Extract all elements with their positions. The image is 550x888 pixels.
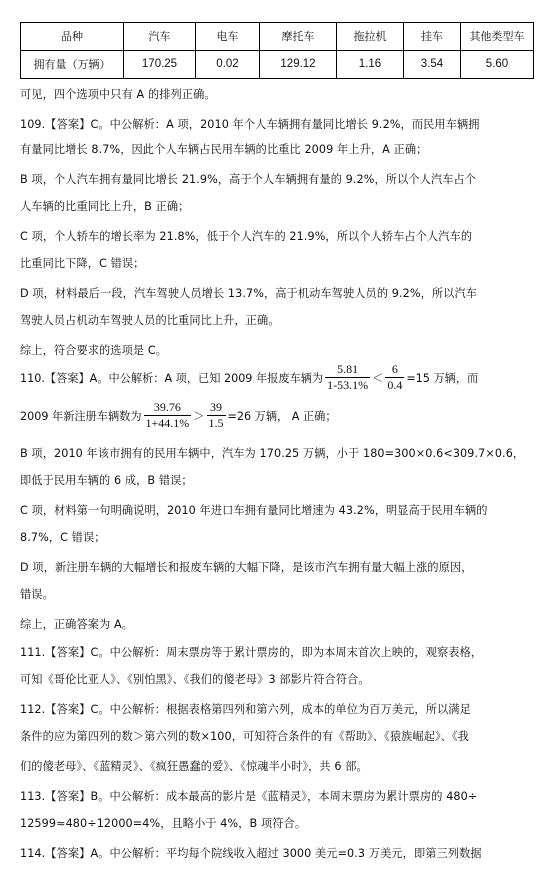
- text-line: C 项，个人轿车的增长率为 21.8%，低于个人汽车的 21.9%，所以个人轿车占个人汽车的: [20, 230, 473, 243]
- table-header-cell: 其他类型车: [461, 23, 534, 51]
- comparison-operator: ＞: [193, 409, 205, 423]
- table-header-cell: 挂车: [404, 23, 461, 51]
- fraction-denominator: 0.4: [387, 378, 403, 392]
- table-cell: 拥有量（万辆）: [21, 51, 124, 79]
- table-header-cell: 品种: [21, 23, 124, 51]
- text-line: D 项，材料最后一段，汽车驾驶人员增长 13.7%，高于机动车驾驶人员的 9.2%，所以汽车: [20, 287, 478, 300]
- table-cell: 129.12: [260, 51, 337, 79]
- table-cell: 1.16: [337, 51, 404, 79]
- text-line: 8.7%，C 错误；: [20, 531, 106, 544]
- table-header-row: [21, 23, 534, 51]
- fraction: [144, 400, 192, 431]
- text-line: 即低于民用车辆的 6 成，B 错误；: [20, 474, 193, 487]
- table-header-cell: 拖拉机: [337, 23, 404, 51]
- fraction: [207, 400, 226, 431]
- text-line: 12599≈480÷12000=4%，且略小于 4%，B 项符合。: [20, 817, 307, 830]
- fraction: [385, 362, 404, 393]
- fraction-numerator: 39.76: [144, 400, 192, 416]
- table-cell: 5.60: [461, 51, 534, 79]
- vehicle-table: [20, 22, 534, 79]
- fraction-denominator: 1-53.1%: [327, 378, 369, 392]
- table-header-cell: 汽车: [124, 23, 196, 51]
- text-line: 错误。: [20, 588, 54, 601]
- fraction-denominator: 1.5: [208, 416, 224, 430]
- comparison-operator: ＜: [372, 371, 384, 385]
- text-line: 综上，符合要求的选项是 C。: [20, 344, 168, 357]
- fraction-numerator: 39: [207, 400, 226, 416]
- answer-109-heading: 109.【答案】C。中公解析：A 项，2010 年个人车辆拥有量同比增长 9.2%，而民用车辆拥: [20, 118, 480, 131]
- table-row: [21, 51, 534, 79]
- text-line: 综上，正确答案为 A。: [20, 618, 133, 631]
- text-line: D 项，新注册车辆的大幅增长和报废车辆的大幅下降，是该市汽车拥有量大幅上涨的原因，: [20, 561, 473, 574]
- text-line: B 项，个人汽车拥有量同比增长 21.9%，高于个人车辆拥有量的 9.2%，所以个人汽车占个: [20, 173, 477, 186]
- formula-text: =15 万辆，而: [406, 371, 479, 385]
- text-line: C 项，材料第一句明确说明，2010 年进口车拥有量同比增速为 43.2%，明显高于民用车辆的: [20, 504, 488, 517]
- table-cell: 170.25: [124, 51, 196, 79]
- fraction-numerator: 5.81: [325, 362, 370, 378]
- text-line: 有量同比增长 8.7%，因此个人车辆占民用车辆的比重比 2009 年上升，A 正确；: [20, 143, 428, 156]
- text-line: 人车辆的比重同比上升，B 正确；: [20, 200, 190, 213]
- text-line: 可见，四个选项中只有 A 的排列正确。: [20, 88, 216, 101]
- formula-text: 110.【答案】A。中公解析：A 项，已知 2009 年报废车辆为: [20, 371, 324, 385]
- text-line: 条件的应为第四列的数＞第六列的数×100，可知符合条件的有《帮助》、《猿族崛起》、《我: [20, 730, 469, 743]
- answer-112-heading: 112.【答案】C。中公解析：根据表格第四列和第六列，成本的单位为百万美元，所以满足: [20, 703, 471, 716]
- formula-text: 2009 年新注册车辆数为: [20, 409, 142, 423]
- table-cell: 3.54: [404, 51, 461, 79]
- text-line: 比重同比下降，C 错误；: [20, 257, 145, 270]
- fraction-denominator: 1+44.1%: [145, 416, 190, 430]
- table-header-cell: 电车: [196, 23, 260, 51]
- answer-114-heading: 114.【答案】A。中公解析：平均每个院线收入超过 3000 美元=0.3 万美元，即第三列数据: [20, 847, 482, 860]
- fraction: [325, 362, 370, 393]
- fraction-numerator: 6: [385, 362, 404, 378]
- answer-110-formula-line: [20, 362, 478, 393]
- answer-111-heading: 111.【答案】C。中公解析：周末票房等于累计票房的，即为本周末首次上映的，观察表格，: [20, 646, 483, 659]
- answer-110-formula-line-2: [20, 400, 337, 431]
- table-cell: 0.02: [196, 51, 260, 79]
- table-header-cell: 摩托车: [260, 23, 337, 51]
- formula-text: =26 万辆， A 正确；: [227, 409, 337, 423]
- text-line: B 项，2010 年该市拥有的民用车辆中，汽车为 170.25 万辆，小于 180=300×0.6<309.7×0.6，: [20, 447, 525, 460]
- answer-113-heading: 113.【答案】B。中公解析：成本最高的影片是《蓝精灵》，本周末票房为累计票房的 480÷: [20, 790, 478, 803]
- text-line: 们的傻老母》、《蓝精灵》、《疯狂愚蠢的爱》、《惊魂半小时》，共 6 部。: [20, 760, 368, 773]
- text-line: 驾驶人员占机动车驾驶人员的比重同比上升，正确。: [20, 314, 280, 327]
- text-line: 可知《哥伦比亚人》、《别怕黑》、《我们的傻老母》3 部影片符合符合。: [20, 673, 370, 686]
